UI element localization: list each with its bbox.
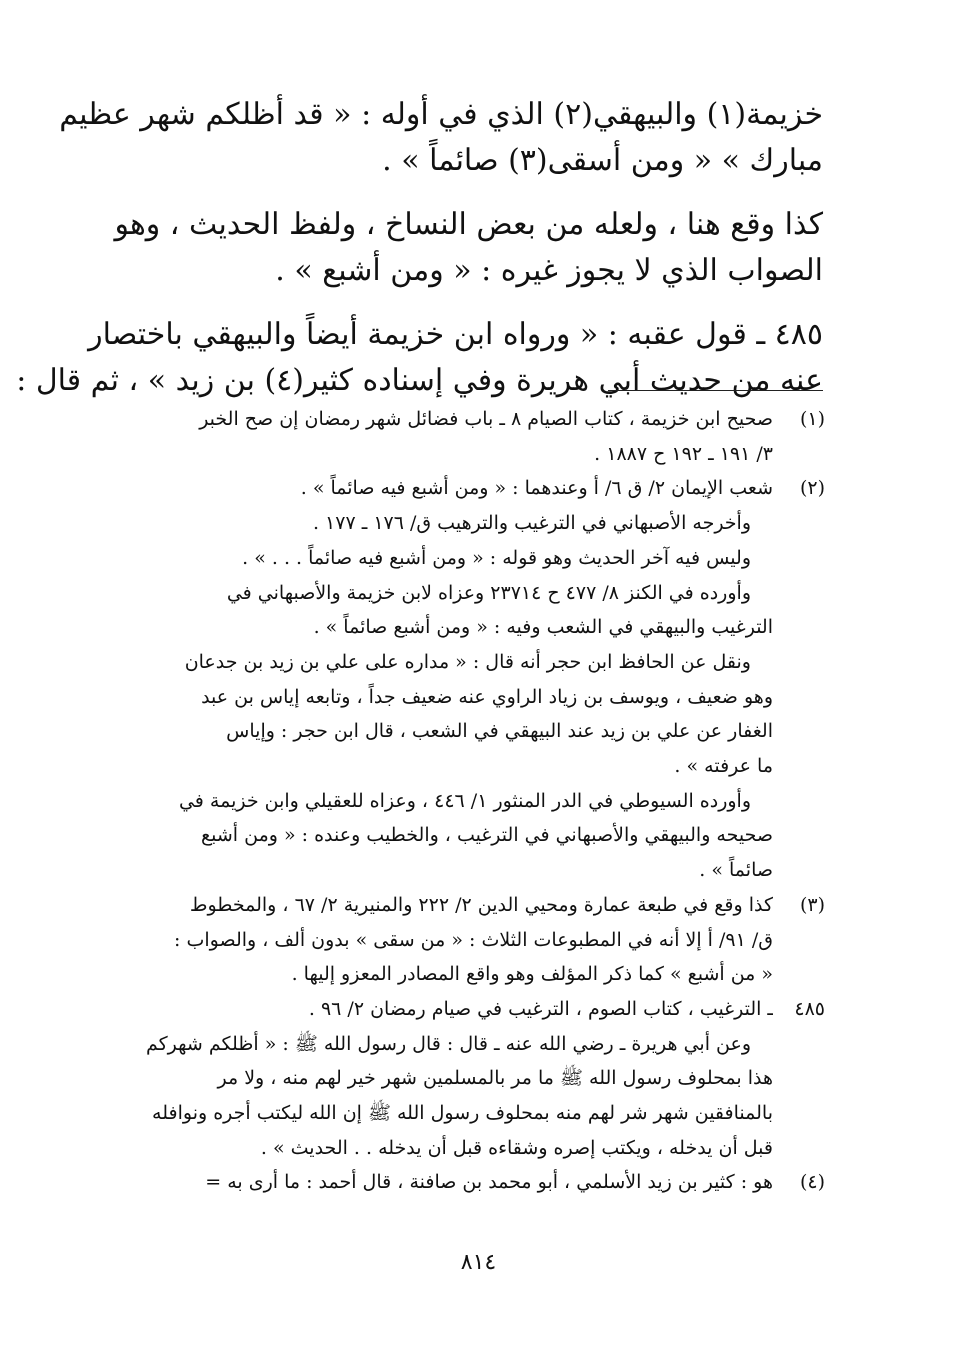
footnote-number: (٤) [799,1171,825,1194]
footnote-line: صحيحه والبيهقي والأصبهاني في الترغيب ، والخطيب وعنده : « ومن أشبع [201,824,773,847]
footnote-4 [115,1165,825,1200]
page-number: ٨١٤ [460,1250,497,1275]
footnote-line: وليس فيه آخر الحديث وهو قوله : « ومن أشبع فيه صائماً . . . » . [242,546,751,569]
footnote-line: وأورده في الكنز ٨/ ٤٧٧ ح ٢٣٧١٤ وعزاه لابن خزيمة والأصبهاني في [226,581,751,604]
footnote-line: ٣/ ١٩١ ـ ١٩٢ ح ١٨٨٧ . [594,442,773,465]
footnote-line: الغفار عن علي بن زيد عند البيهقي في الشعب ، قال ابن حجر : وإياس [226,720,773,743]
footnote-3 [115,888,825,992]
footnote-line: وهو ضعيف ، ويوسف بن زياد الراوي عنه ضعيف جداً ، وتابعه إياس بن عبد [201,685,773,708]
main-paragraph [114,202,823,294]
footnote-quote-line: هذا بمحلوف رسول الله ﷺ ما مر بالمسلمين شهر خير لهم منه ، ولا مر [217,1067,773,1090]
text-line: خزيمة(١) والبيهقي(٢) الذي في أوله : « قد أظلكم شهر عظيم [59,97,823,132]
footnote-line: شعب الإيمان ٢/ ق ٦/ أ وعندهما : « ومن أشبع فيه صائماً » . [300,477,773,500]
footnote-number: (١) [799,408,825,430]
footnote-1 [115,402,825,471]
footnote-line: هو : كثير بن زيد الأسلمي ، أبو محمد بن صافنة ، قال أحمد : ما أرى به = [205,1171,773,1194]
main-paragraph [59,92,823,184]
footnote-line: ونقل عن الحافظ ابن حجر أنه قال : « مداره على علي بن زيد بن جدعان [184,650,751,673]
footnote-line: الترغيب والبيهقي في الشعب وفيه : « ومن أشبع صائماً » . [313,616,773,639]
footnote-divider [608,390,823,391]
footnote-line: وأخرجه الأصبهاني في الترغيب والترهيب ق/ ١٧٦ ـ ١٧٧ . [312,512,751,535]
footnote-quote-line: بالمنافقين شهر شر لهم منه بمحلوف رسول الله ﷺ إن الله ليكتب أجره ونوافله [152,1102,773,1125]
footnote-line: ما عرفته » . [674,755,773,778]
footnotes [115,402,825,1200]
footnote-line: ق/ ٩١/ أ إلا أنه في المطبوعات الثلاث : « من سقى » بدون ألف ، والصواب : [174,928,773,951]
text-line: مبارك » « ومن أسقى(٣) صائماً » . [382,143,823,178]
footnote-485 [115,992,825,1166]
text-line: عنه من حديث أبي هريرة وفي إسناده كثير(٤) بن زيد » ، ثم قال : [16,363,823,398]
footnote-quote-line: وعن أبي هريرة ـ رضي الله عنه ـ قال : قال رسول الله ﷺ : « أظلكم شهركم [145,1032,751,1055]
footnote-line: « من أشبع » كما ذكر المؤلف وهو واقع المصادر المعزو إليها . [291,963,773,986]
footnote-number: ٤٨٥ [794,997,825,1020]
text-line: ٤٨٥ ـ قول عقبه : « ورواه ابن خزيمة أيضاً والبيهقي باختصار [88,317,823,352]
text-line: كذا وقع هنا ، ولعله من بعض النساخ ، ولفظ الحديث ، وهو [114,207,823,242]
footnote-line: صائماً » . [699,859,773,882]
text-line: الصواب الذي لا يجوز غيره : « ومن أشبع » . [275,253,823,288]
footnote-line: كذا وقع في طبعة عمارة ومحيي الدين ٢/ ٢٢٢ والمنيرية ٢/ ٦٧ ، والمخطوط [189,893,773,916]
main-text [16,92,823,422]
footnote-number: (٢) [799,477,825,500]
footnote-2 [115,471,825,887]
footnote-line: ـ الترغيب ، كتاب الصوم ، الترغيب في صيام رمضان ٢/ ٩٦ . [308,997,773,1020]
footnote-quote-line: قبل أن يدخله ، ويكتب إصره وشقاءه قبل أن يدخله . . الحديث » . [260,1136,773,1159]
footnote-line: وأورده السيوطي في الدر المنثور ١/ ٤٤٦ ، وعزاه للعقيلي وابن خزيمة في [178,789,751,812]
footnote-line: صحيح ابن خزيمة ، كتاب الصيام ٨ ـ باب فضائل شهر رمضان إن صح الخبر [199,408,773,430]
footnote-number: (٣) [799,893,825,916]
